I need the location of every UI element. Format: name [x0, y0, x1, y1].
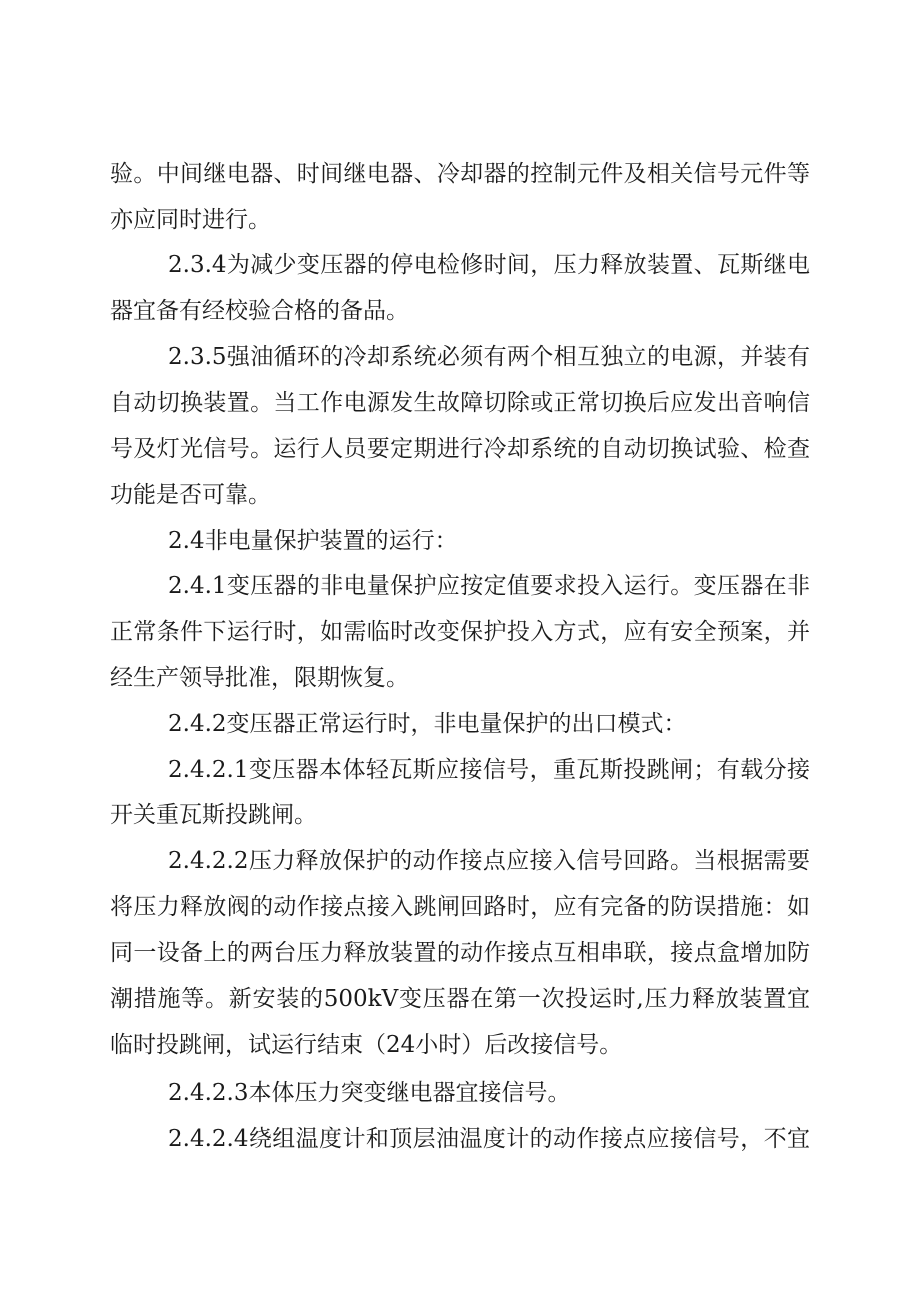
text-line: 正常条件下运行时，如需临时改变保护投入方式，应有安全预案，并 [110, 619, 810, 645]
text-line: 号及灯光信号。运行人员要定期进行冷却系统的自动切换试验、检查 [110, 436, 810, 462]
text-line: 自动切换装置。当工作电源发生故障切除或正常切换后应发出音响信 [110, 390, 810, 416]
text-line: 潮措施等。新安装的500kV变压器在第一次投运时,压力释放装置宜 [110, 986, 810, 1012]
text-line: 将压力释放阀的动作接点接入跳闸回路时，应有完备的防误措施：如 [110, 894, 810, 920]
section-heading-2-4: 2.4非电量保护装置的运行： [168, 528, 458, 554]
paragraph-2-4-2-line: 2.4.2变压器正常运行时，非电量保护的出口模式： [168, 711, 687, 737]
paragraph-2-4-1-line: 2.4.1变压器的非电量保护应按定值要求投入运行。变压器在非 [168, 573, 810, 599]
text-line: 功能是否可靠。 [110, 482, 271, 508]
text-line: 器宜备有经校验合格的备品。 [110, 298, 409, 324]
text-line: 开关重瓦斯投跳闸。 [110, 802, 317, 828]
paragraph-2-3-4-line: 2.3.4为减少变压器的停电检修时间，压力释放装置、瓦斯继电 [168, 252, 810, 278]
paragraph-2-4-2-1-line: 2.4.2.1变压器本体轻瓦斯应接信号，重瓦斯投跳闸；有载分接 [168, 757, 810, 783]
text-line: 同一设备上的两台压力释放装置的动作接点互相串联，接点盒增加防 [110, 940, 810, 966]
text-line: 亦应同时进行。 [110, 207, 271, 233]
text-line: 临时投跳闸，试运行结束（24小时）后改接信号。 [110, 1032, 623, 1058]
paragraph-2-4-2-3-line: 2.4.2.3本体压力突变继电器宜接信号。 [168, 1080, 571, 1106]
paragraph-2-4-2-4-line: 2.4.2.4绕组温度计和顶层油温度计的动作接点应接信号，不宜 [168, 1126, 810, 1152]
paragraph-2-4-2-2-line: 2.4.2.2压力释放保护的动作接点应接入信号回路。当根据需要 [168, 848, 810, 874]
text-line: 验。中间继电器、时间继电器、冷却器的控制元件及相关信号元件等 [110, 161, 810, 187]
paragraph-2-3-5-line: 2.3.5强油循环的冷却系统必须有两个相互独立的电源，并装有 [168, 344, 810, 370]
text-line: 经生产领导批准，限期恢复。 [110, 665, 409, 691]
